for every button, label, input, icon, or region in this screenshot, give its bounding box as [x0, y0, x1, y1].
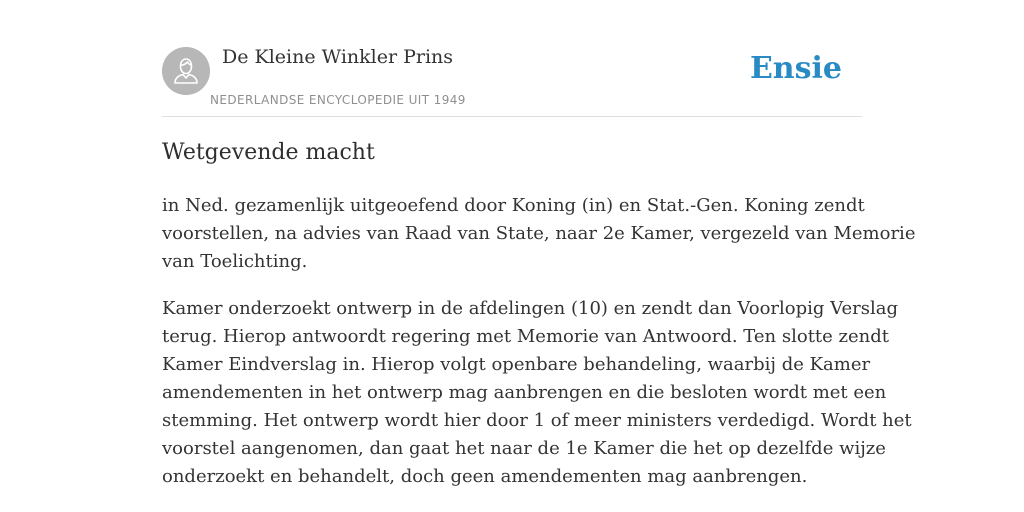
entry-title: Wetgevende macht: [162, 140, 375, 165]
paragraph-line: stemming. Het ontwerp wordt hier door 1 of meer ministers verdedigd. Wordt het: [162, 410, 912, 431]
brand-logo-link[interactable]: Ensie: [749, 51, 842, 86]
paragraph-line: in Ned. gezamenlijk uitgeoefend door Koning (in) en Stat.-Gen. Koning zendt: [162, 195, 865, 216]
paragraph-line: Kamer onderzoekt ontwerp in de afdelingen (10) en zendt dan Voorlopig Verslag: [162, 298, 898, 319]
article-paragraph: [162, 295, 912, 491]
source-title[interactable]: De Kleine Winkler Prins: [222, 46, 454, 68]
page-container: [162, 0, 916, 487]
source-header: [162, 0, 862, 117]
avatar[interactable]: [162, 47, 210, 95]
paragraph-line: van Toelichting.: [162, 251, 308, 272]
paragraph-line: voorstellen, na advies van Raad van State, naar 2e Kamer, vergezeld van Memorie: [162, 223, 916, 244]
paragraph-line: onderzoekt en behandelt, doch geen amendementen mag aanbrengen.: [162, 466, 808, 487]
article-paragraph: [162, 192, 916, 276]
paragraph-line: voorstel aangenomen, dan gaat het naar de 1e Kamer die het op dezelfde wijze: [162, 438, 886, 459]
paragraph-line: terug. Hierop antwoordt regering met Memorie van Antwoord. Ten slotte zendt: [162, 326, 890, 347]
paragraph-line: amendementen in het ontwerp mag aanbrengen en die besloten wordt met een: [162, 382, 887, 403]
paragraph-line: Kamer Eindverslag in. Hierop volgt openbare behandeling, waarbij de Kamer: [162, 354, 871, 375]
user-silhouette-icon: [162, 47, 210, 95]
source-subtitle: NEDERLANDSE ENCYCLOPEDIE UIT 1949: [210, 93, 466, 107]
